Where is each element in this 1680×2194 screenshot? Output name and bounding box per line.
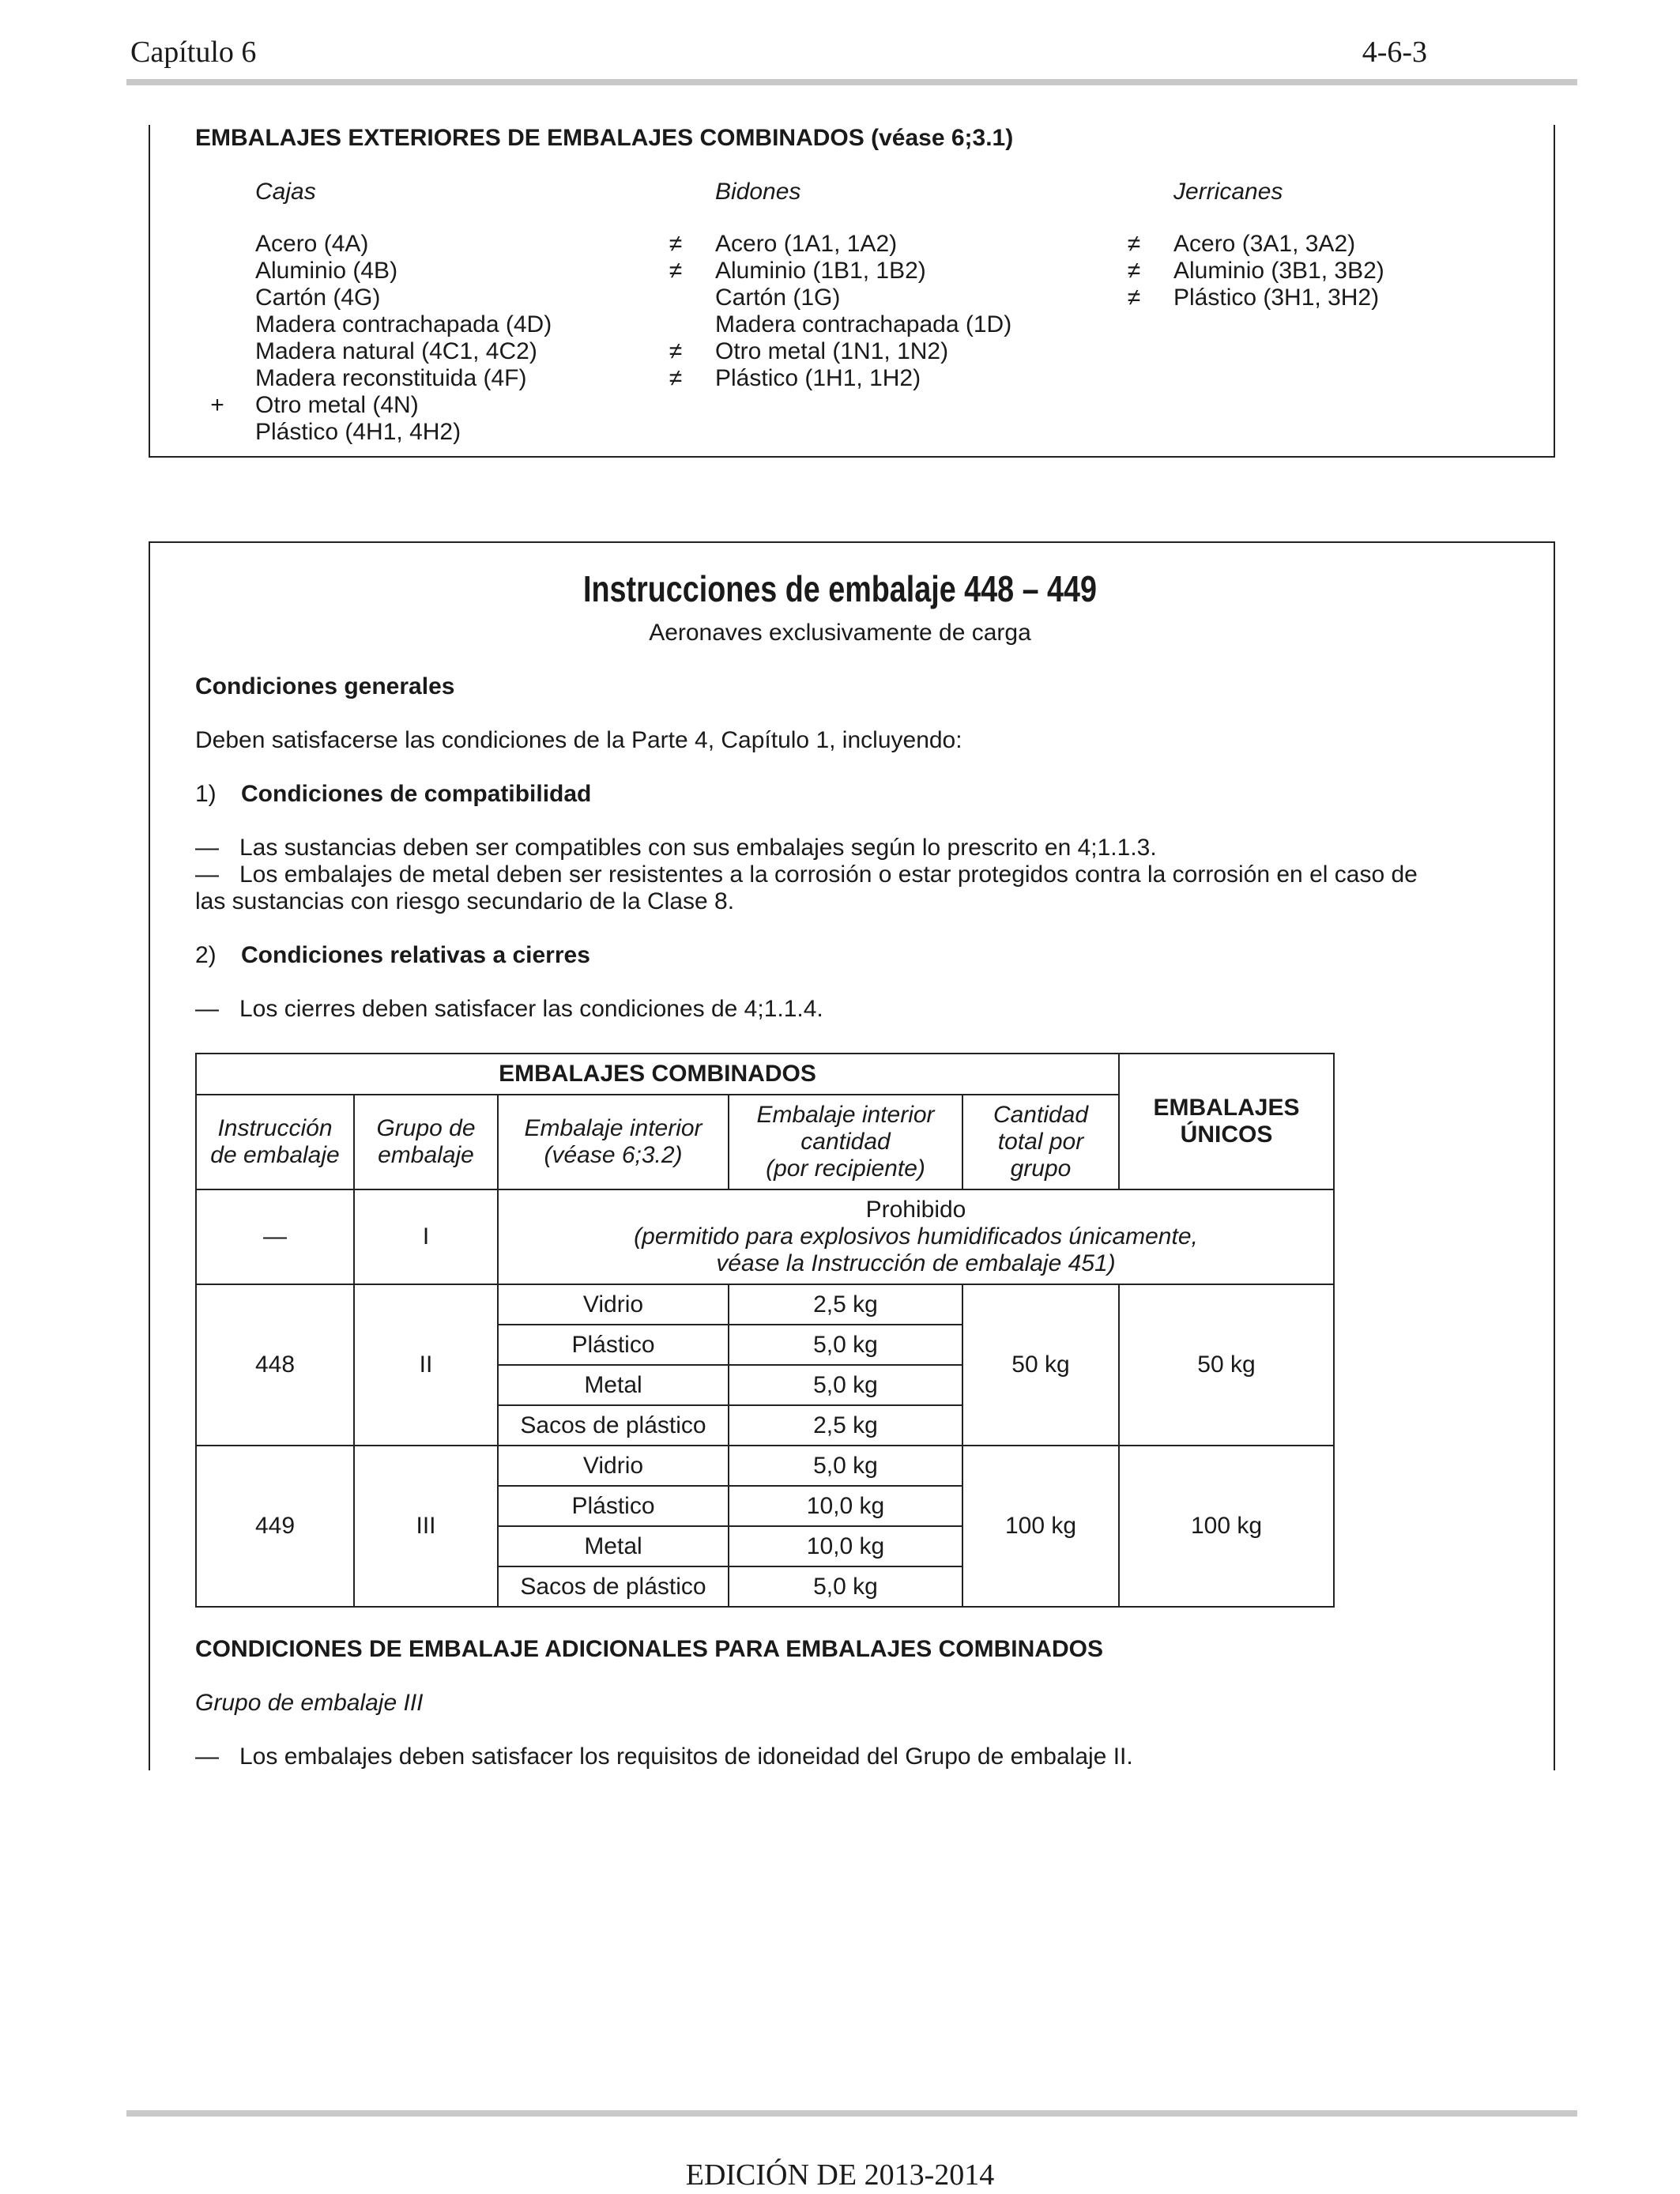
list-item: Otro metal (4N) (255, 392, 419, 418)
list-mark (205, 285, 229, 311)
prohibited-line: (permitido para explosivos humidificados únicamente, (634, 1223, 1198, 1250)
section-number: 1) (195, 781, 217, 807)
list-mark (664, 311, 687, 338)
list-mark (205, 419, 229, 446)
section-compatibility (195, 781, 591, 808)
cell-inner: Sacos de plástico (498, 1405, 729, 1446)
general-conditions-text: Deben satisfacerse las condiciones de la Parte 4, Capítulo 1, incluyendo: (195, 727, 962, 753)
cell-inner: Vidrio (498, 1284, 729, 1325)
list-item: Aluminio (1B1, 1B2) (715, 258, 926, 284)
cell-qty: 5,0 kg (729, 1566, 962, 1607)
cell-inner: Metal (498, 1365, 729, 1405)
cell-qty: 5,0 kg (729, 1325, 962, 1365)
column-heading-cajas: Cajas (255, 179, 316, 205)
table-row (196, 1446, 1334, 1486)
header-line: Embalaje interior (756, 1102, 935, 1128)
list-mark: ≠ (1127, 231, 1141, 257)
list-item: Aluminio (4B) (255, 258, 398, 284)
table-row (196, 1284, 1334, 1325)
cell-qty: 5,0 kg (729, 1446, 962, 1486)
bullet-text: Los embalajes de metal deben ser resistentes a la corrosión o estar protegidos contra la corrosión en el caso de (239, 861, 1418, 888)
section-closures (195, 942, 590, 969)
bullet-text: Las sustancias deben ser compatibles con sus embalajes según lo prescrito en 4;1.1.3. (239, 835, 1157, 861)
header-line: (véase 6;3.2) (544, 1142, 683, 1168)
header-line: embalaje (378, 1142, 474, 1168)
cell-qty: 10,0 kg (729, 1486, 962, 1526)
list-mark (205, 231, 229, 258)
section-heading: Condiciones relativas a cierres (241, 942, 590, 968)
cell-group: I (354, 1189, 498, 1284)
jerricanes-list (1173, 231, 1384, 311)
bullet-text: Los cierres deben satisfacer las condiciones de 4;1.1.4. (239, 996, 823, 1022)
header-line: Cantidad (993, 1102, 1089, 1128)
cell-qty: 2,5 kg (729, 1284, 962, 1325)
list-mark: ≠ (669, 231, 683, 257)
cell-instruction: — (196, 1189, 354, 1284)
header-line: grupo (1010, 1155, 1072, 1182)
section-heading: Condiciones de compatibilidad (241, 781, 592, 807)
header-total-quantity (962, 1095, 1119, 1189)
cell-group: II (354, 1284, 498, 1446)
bidones-marks (664, 231, 687, 392)
bidones-list (715, 231, 1011, 392)
cell-inner: Plástico (498, 1325, 729, 1365)
cell-qty: 10,0 kg (729, 1526, 962, 1566)
list-item: Madera contrachapada (1D) (715, 311, 1012, 337)
list-item: Plástico (3H1, 3H2) (1173, 285, 1380, 311)
cell-inner: Plástico (498, 1486, 729, 1526)
cell-total: 50 kg (962, 1284, 1119, 1446)
list-mark (205, 338, 229, 365)
cell-single: 100 kg (1119, 1446, 1334, 1607)
dash-mark: — (195, 835, 219, 861)
prohibited-line: véase la Instrucción de embalaje 451) (716, 1250, 1116, 1276)
cell-inner: Sacos de plástico (498, 1566, 729, 1607)
list-mark: ≠ (669, 258, 683, 284)
list-item: Acero (3A1, 3A2) (1173, 231, 1356, 257)
footer-rule (126, 2110, 1577, 2117)
header-line: Grupo de (376, 1115, 476, 1141)
cell-inner: Metal (498, 1526, 729, 1566)
instruction-title: Instrucciones de embalaje 448 – 449 (583, 568, 1097, 609)
list-item: Cartón (4G) (255, 285, 381, 311)
bullet-continuation: las sustancias con riesgo secundario de la Clase 8. (195, 888, 735, 914)
header-rule (126, 79, 1577, 85)
single-packagings-header (1119, 1054, 1334, 1189)
general-conditions-heading: Condiciones generales (195, 673, 455, 699)
header-group (354, 1095, 498, 1189)
list-item: Plástico (4H1, 4H2) (255, 419, 461, 445)
page-number: 4-6-3 (1362, 36, 1427, 69)
header-line: ÚNICOS (1180, 1122, 1273, 1148)
header-line: Embalaje interior (524, 1115, 703, 1141)
header-line: Instrucción (217, 1115, 333, 1141)
cell-single: 50 kg (1119, 1284, 1334, 1446)
header-instruction (196, 1095, 354, 1189)
dash-mark: — (195, 996, 219, 1022)
list-item: Acero (1A1, 1A2) (715, 231, 898, 257)
list-mark: ≠ (669, 338, 683, 364)
column-heading-jerricanes: Jerricanes (1173, 179, 1283, 205)
cell-prohibited (498, 1189, 1334, 1284)
bullet-item (195, 1744, 1133, 1770)
dash-mark: — (195, 861, 219, 888)
list-item: Aluminio (3B1, 3B2) (1173, 258, 1384, 284)
dash-mark: — (195, 1744, 219, 1770)
cell-inner: Vidrio (498, 1446, 729, 1486)
header-inner-packaging (498, 1095, 729, 1189)
list-mark (205, 365, 229, 392)
bullet-item (195, 861, 1418, 888)
bullet-item (195, 996, 823, 1023)
list-mark: ≠ (1127, 258, 1141, 284)
cell-qty: 5,0 kg (729, 1365, 962, 1405)
edition-footer: EDICIÓN DE 2013-2014 (685, 2158, 995, 2192)
list-item: Otro metal (1N1, 1N2) (715, 338, 949, 364)
bullet-item (195, 835, 1157, 861)
cell-total: 100 kg (962, 1446, 1119, 1607)
cell-instruction: 448 (196, 1284, 354, 1446)
outer-packagings-title: EMBALAJES EXTERIORES DE EMBALAJES COMBINADOS (véase 6;3.1) (195, 125, 1014, 151)
cajas-marks (205, 231, 229, 446)
cell-instruction: 449 (196, 1446, 354, 1607)
list-mark: ≠ (669, 365, 683, 391)
list-item: Cartón (1G) (715, 285, 841, 311)
header-line: EMBALAJES (1153, 1095, 1300, 1121)
bullet-text: Los embalajes deben satisfacer los requisitos de idoneidad del Grupo de embalaje II. (239, 1744, 1133, 1770)
combined-packagings-header: EMBALAJES COMBINADOS (196, 1054, 1119, 1095)
list-item: Acero (4A) (255, 231, 369, 257)
header-line: cantidad (800, 1129, 891, 1155)
header-line: total por (997, 1129, 1084, 1155)
chapter-label: Capítulo 6 (130, 36, 257, 69)
header-inner-quantity (729, 1095, 962, 1189)
column-heading-bidones: Bidones (715, 179, 801, 205)
section-number: 2) (195, 942, 217, 968)
list-mark (664, 285, 687, 311)
additional-conditions-heading: CONDICIONES DE EMBALAJE ADICIONALES PARA EMBALAJES COMBINADOS (195, 1636, 1103, 1662)
instruction-subtitle: Aeronaves exclusivamente de carga (649, 620, 1031, 646)
list-item: Madera contrachapada (4D) (255, 311, 552, 337)
cell-qty: 2,5 kg (729, 1405, 962, 1446)
list-mark (205, 258, 229, 285)
packing-group-label: Grupo de embalaje III (195, 1690, 424, 1716)
list-mark: ≠ (1127, 285, 1141, 311)
header-line: de embalaje (210, 1142, 340, 1168)
table-row-prohibited (196, 1189, 1334, 1284)
list-item: Plástico (1H1, 1H2) (715, 365, 921, 391)
list-item: Madera natural (4C1, 4C2) (255, 338, 537, 364)
list-mark (205, 311, 229, 338)
header-line: (por recipiente) (766, 1155, 925, 1182)
jerricanes-marks (1122, 231, 1146, 311)
list-item: Madera reconstituida (4F) (255, 365, 527, 391)
prohibited-line: Prohibido (865, 1197, 966, 1223)
packing-table (195, 1053, 1335, 1608)
list-mark: + (210, 392, 224, 418)
cell-group: III (354, 1446, 498, 1607)
cajas-list (255, 231, 552, 446)
